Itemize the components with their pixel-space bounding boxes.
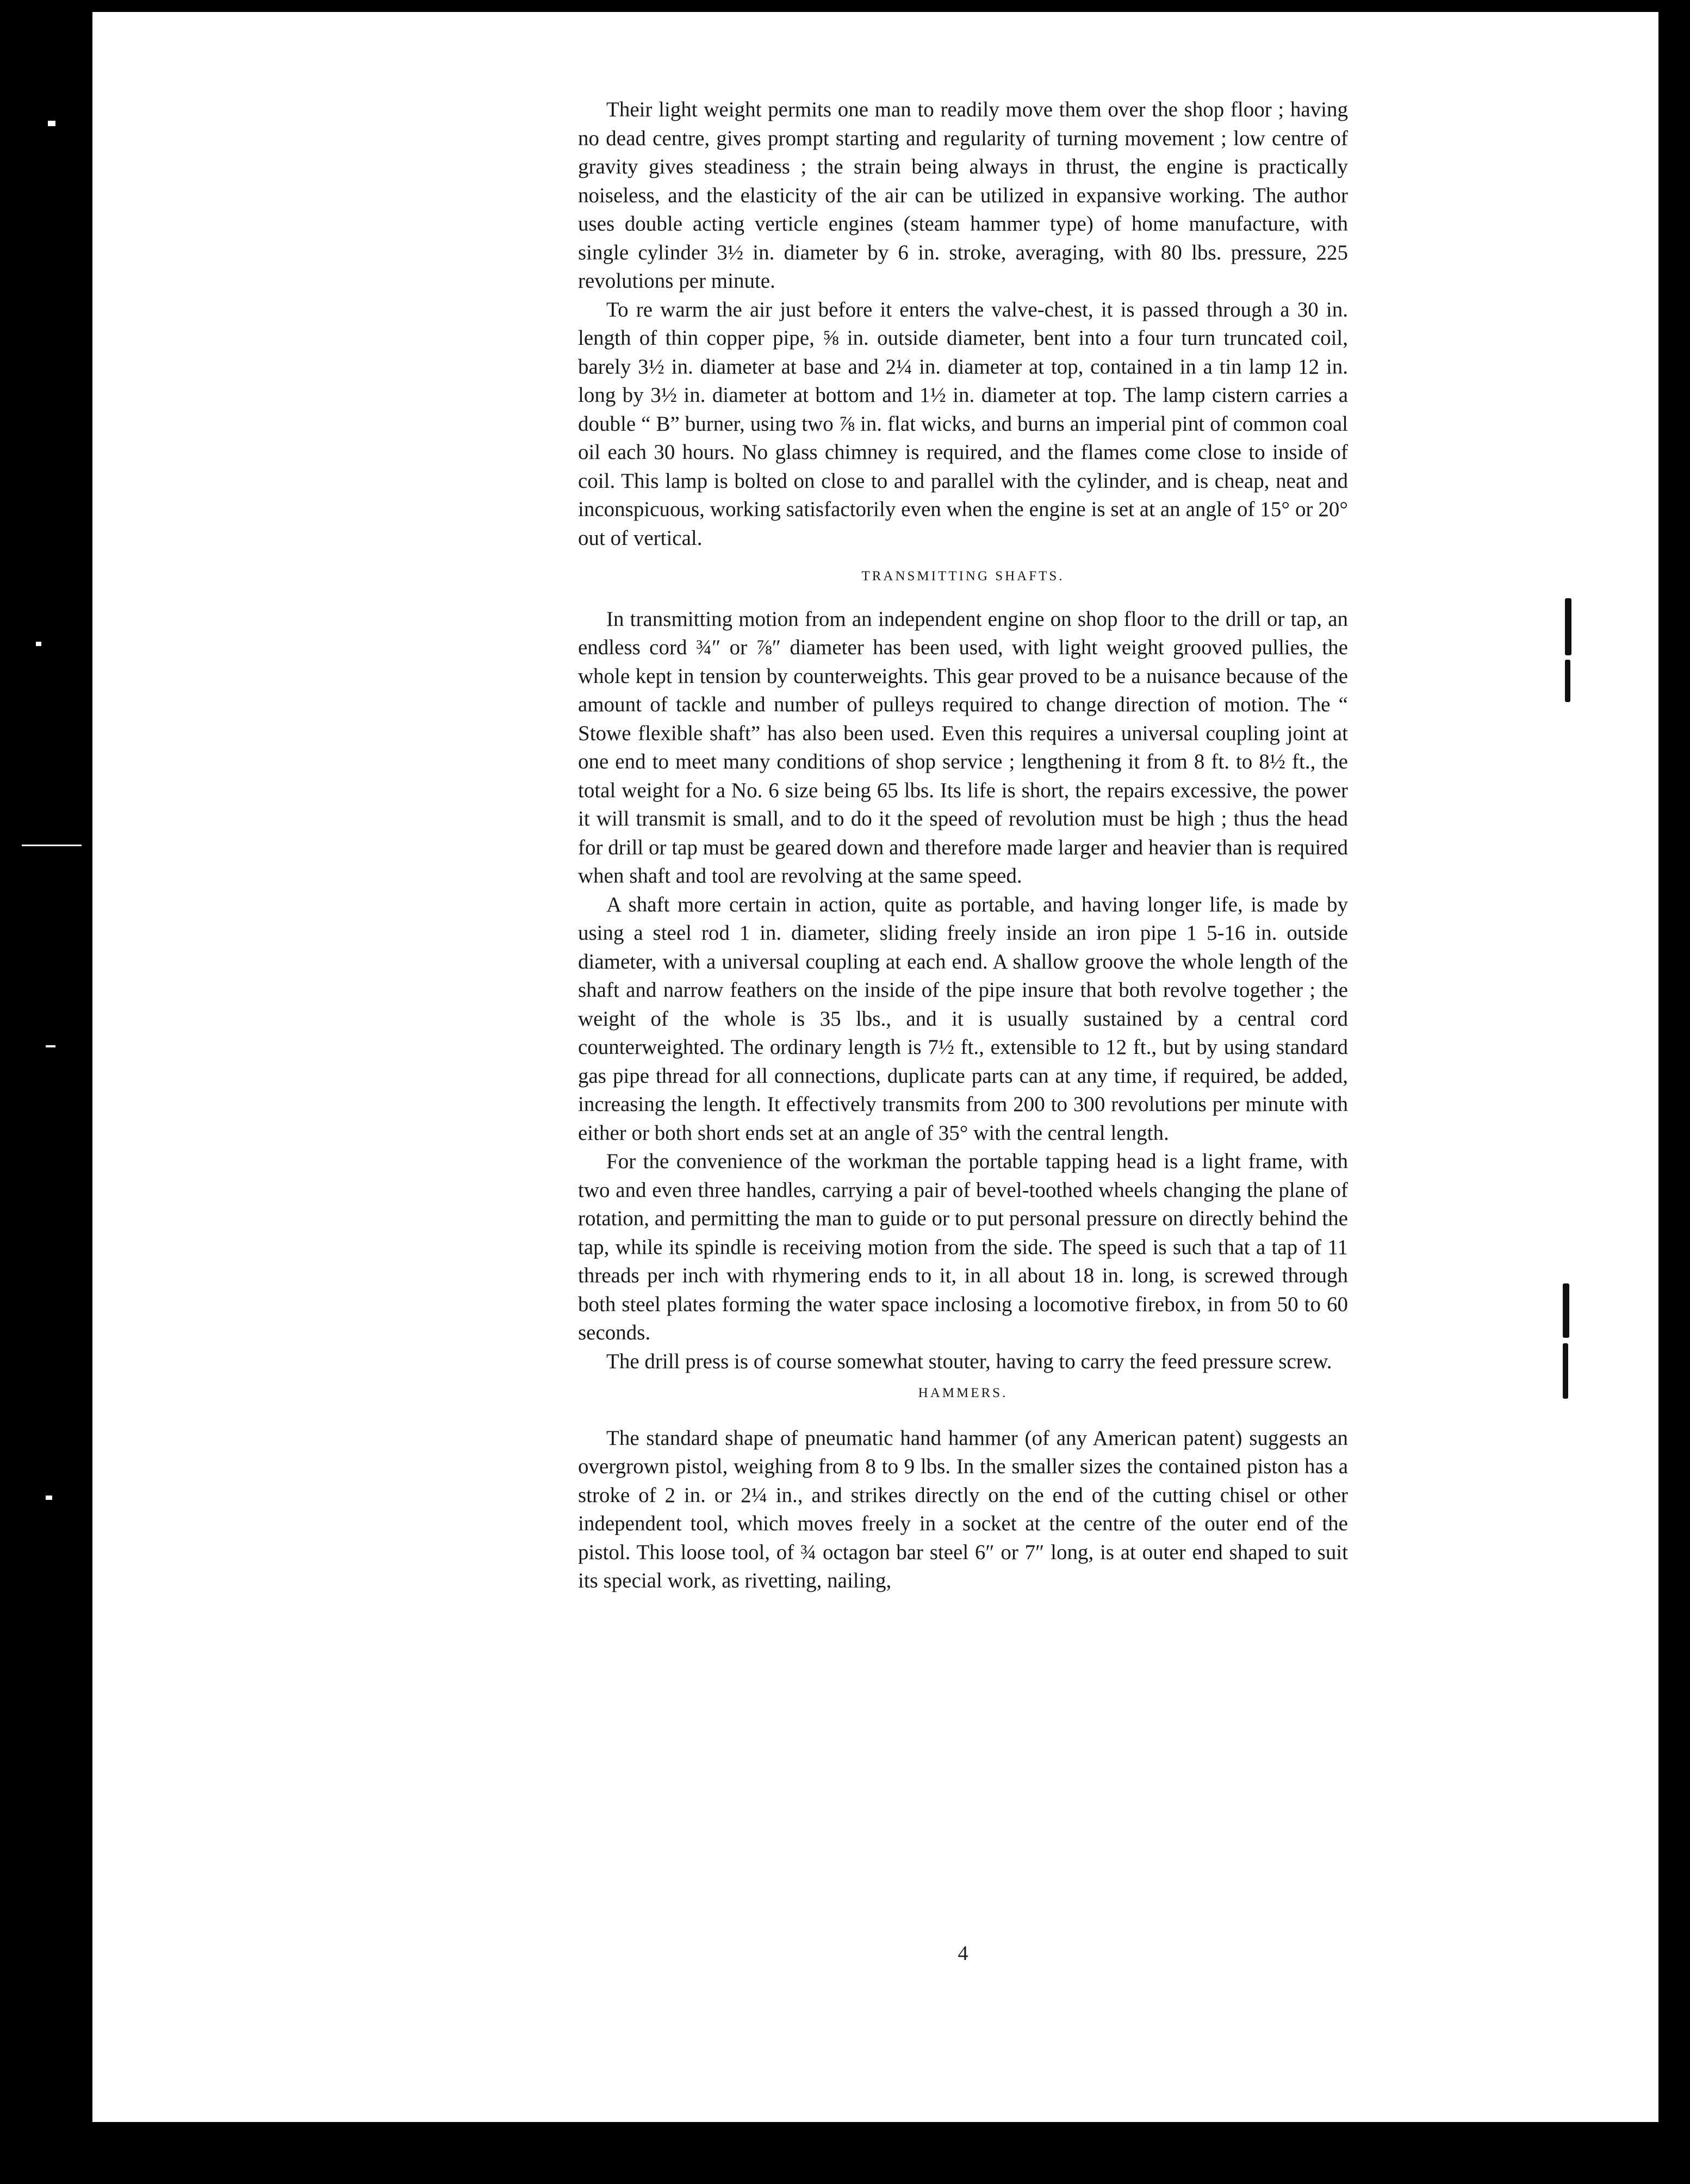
scan-mark xyxy=(1565,598,1571,655)
text-block xyxy=(578,96,1348,1596)
scan-speck xyxy=(22,845,82,846)
paragraph: Their light weight permits one man to readily move them over the shop floor ; having no dead centre, gives prompt starting and regularity of turning movement ; low centre of gravity gives steadiness ; the strain being always in thrust, the engine is practically noiseless, and the elasticity of the air can be utilized in expansive working. The author uses double acting verticle engines (steam hammer type) of home manufacture, with single cylinder 3½ in. diameter by 6 in. stroke, averaging, with 80 lbs. pressure, 225 revolutions per minute. xyxy=(578,98,1348,293)
scan-speck xyxy=(48,121,55,126)
scan-mark xyxy=(1565,660,1570,702)
paragraph: The drill press is of course somewhat stouter, having to carry the feed pressure screw. xyxy=(606,1349,1332,1373)
paragraph: The standard shape of pneumatic hand hammer (of any American patent) suggests an overgrown pistol, weighing from 8 to 9 lbs. In the smaller sizes the contained piston has a stroke of 2 in. or 2¼ in., and strikes directly on the end of the cutting chisel or other independent tool, which moves freely in a socket at the centre of the outer end of the pistol. This loose tool, of ¾ octagon bar steel 6″ or 7″ long, is at outer end shaped to suit its special work, as rivetting, nailing, xyxy=(578,1426,1348,1592)
scan-speck xyxy=(36,642,41,646)
paragraph: To re warm the air just before it enters the valve-chest, it is passed through a 30 in. length of thin copper pipe, ⅝ in. outside diameter, bent into a four turn truncated coil, barely 3½ in. diameter at base and 2¼ in. diameter at top, contained in a tin lamp 12 in. long by 3½ in. diameter at bottom and 1½ in. diameter at top. The lamp cistern carries a double “ B” burner, using two ⅞ in. flat wicks, and burns an imperial pint of common coal oil each 30 hours. No glass chimney is required, and the flames come close to inside of coil. This lamp is bolted on close to and parallel with the cylinder, and is cheap, neat and inconspicuous, working satisfactorily even when the engine is set at an angle of 15° or 20° out of vertical. xyxy=(578,297,1348,550)
scan-mark xyxy=(1563,1343,1568,1399)
scan-speck xyxy=(46,1496,52,1500)
scan-mark xyxy=(1563,1283,1569,1338)
section-heading-transmitting-shafts: TRANSMITTING SHAFTS. xyxy=(861,569,1065,584)
scan-speck xyxy=(46,1045,55,1047)
page-number: 4 xyxy=(958,1942,968,1965)
section-heading-hammers: HAMMERS. xyxy=(918,1386,1008,1400)
paragraph: For the convenience of the workman the portable tapping head is a light frame, with two and even three handles, carrying a pair of bevel-toothed wheels changing the plane of rotation, and permitting the man to guide or to put personal pressure on directly behind the tap, while its spindle is receiving motion from the side. The speed is such that a tap of 11 threads per inch with rhymering ends to it, in all about 18 in. long, is screwed through both steel plates forming the water space inclosing a locomotive firebox, in from 50 to 60 seconds. xyxy=(578,1150,1348,1344)
paragraph: A shaft more certain in action, quite as portable, and having longer life, is made by using a steel rod 1 in. diameter, sliding freely inside an iron pipe 1 5-16 in. outside diameter, with a universal coupling at each end. A shallow groove the whole length of the shaft and narrow feathers on the inside of the pipe insure that both revolve together ; the weight of the whole is 35 lbs., and it is usually sustained by a central cord counterweighted. The ordinary length is 7½ ft., extensible to 12 ft., but by using standard gas pipe thread for all connections, duplicate parts can at any time, if required, be added, increasing the length. It effectively transmits from 200 to 300 revolutions per minute with either or both short ends set at an angle of 35° with the central length. xyxy=(578,892,1348,1145)
paragraph: In transmitting motion from an independent engine on shop floor to the drill or tap, an endless cord ¾″ or ⅞″ diameter has been used, with light weight grooved pullies, the whole kept in tension by counterweights. This gear proved to be a nuisance because of the amount of tackle and number of pulleys required to change direction of motion. The “ Stowe flexible shaft” has also been used. Even this requires a universal coupling joint at one end to meet many conditions of shop service ; lengthening it from 8 ft. to 8½ ft., the total weight for a No. 6 size being 65 lbs. Its life is short, the repairs excessive, the power it will transmit is small, and to do it the speed of revolution must be high ; thus the head for drill or tap must be geared down and therefore made larger and heavier than is required when shaft and tool are revolving at the same speed. xyxy=(578,607,1348,888)
